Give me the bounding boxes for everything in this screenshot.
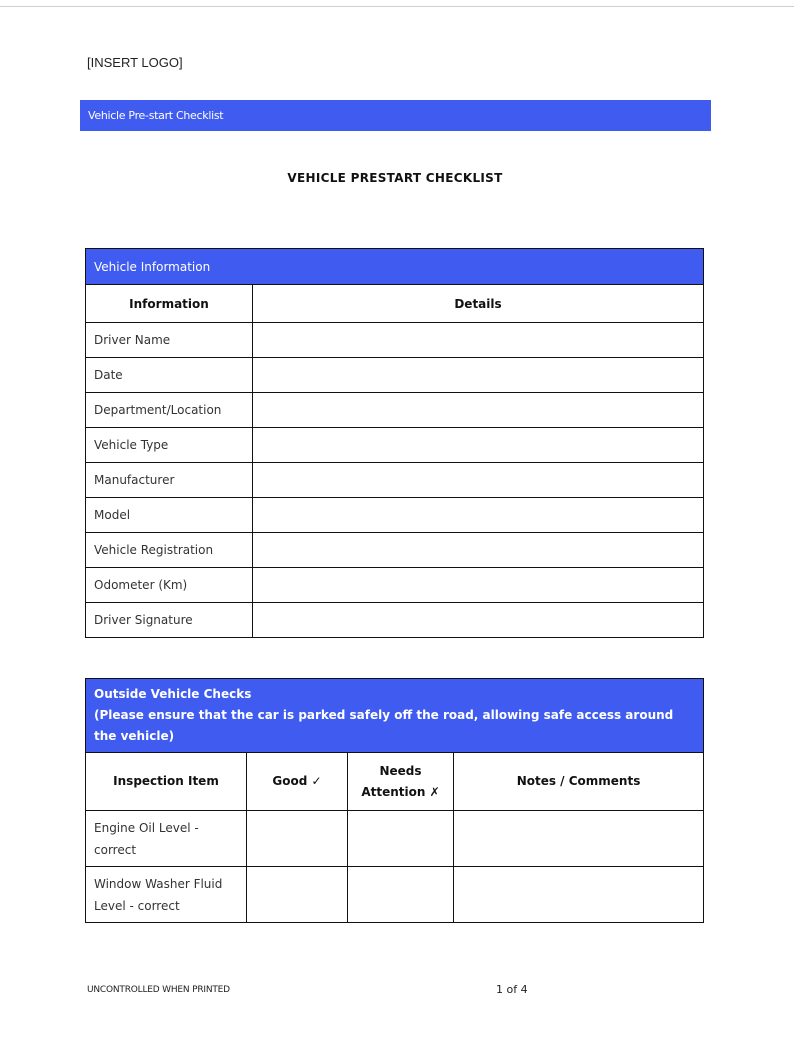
details-cell[interactable] — [253, 323, 704, 358]
notes-cell[interactable] — [454, 867, 704, 923]
row-label: Vehicle Registration — [86, 533, 253, 568]
row-label: Department/Location — [86, 393, 253, 428]
needs-attention-cell[interactable] — [348, 867, 454, 923]
row-label: Vehicle Type — [86, 428, 253, 463]
column-header-notes: Notes / Comments — [454, 753, 704, 811]
details-cell[interactable] — [253, 498, 704, 533]
table-row — [86, 811, 704, 867]
details-cell[interactable] — [253, 603, 704, 638]
table-row — [86, 568, 704, 603]
outside-checks-caption-note: (Please ensure that the car is parked safely off the road, allowing safe access around the vehicle) — [94, 708, 674, 743]
details-cell[interactable] — [253, 568, 704, 603]
good-cell[interactable] — [247, 811, 348, 867]
inspection-item-label: Engine Oil Level - correct — [86, 811, 247, 867]
vehicle-information-caption: Vehicle Information — [86, 249, 704, 285]
document-title: VEHICLE PRESTART CHECKLIST — [287, 171, 503, 185]
needs-attention-line1: Needs — [379, 763, 422, 778]
outside-vehicle-checks-table — [85, 678, 704, 923]
row-label: Model — [86, 498, 253, 533]
column-header-details: Details — [253, 285, 704, 323]
vehicle-information-table — [85, 248, 704, 638]
row-label: Driver Name — [86, 323, 253, 358]
table-row — [86, 323, 704, 358]
table-row — [86, 393, 704, 428]
needs-attention-cell[interactable] — [348, 811, 454, 867]
table-row — [86, 358, 704, 393]
table-row — [86, 867, 704, 923]
table-row — [86, 463, 704, 498]
details-cell[interactable] — [253, 533, 704, 568]
details-cell[interactable] — [253, 393, 704, 428]
column-header-information: Information — [86, 285, 253, 323]
details-cell[interactable] — [253, 463, 704, 498]
details-cell[interactable] — [253, 358, 704, 393]
footer-uncontrolled-notice: UNCONTROLLED WHEN PRINTED — [87, 985, 230, 995]
table-row — [86, 603, 704, 638]
table-row — [86, 498, 704, 533]
row-label: Odometer (Km) — [86, 568, 253, 603]
table-row — [86, 533, 704, 568]
page-top-border — [0, 6, 794, 7]
column-header-good: Good ✓ — [247, 753, 348, 811]
document-header-bar: Vehicle Pre-start Checklist — [80, 100, 711, 131]
details-cell[interactable] — [253, 428, 704, 463]
needs-attention-line2: Attention ✗ — [361, 784, 440, 799]
notes-cell[interactable] — [454, 811, 704, 867]
row-label: Manufacturer — [86, 463, 253, 498]
page-number: 1 of 4 — [496, 983, 528, 996]
row-label: Date — [86, 358, 253, 393]
row-label: Driver Signature — [86, 603, 253, 638]
good-cell[interactable] — [247, 867, 348, 923]
table-row — [86, 428, 704, 463]
inspection-item-label: Window Washer Fluid Level - correct — [86, 867, 247, 923]
outside-checks-caption — [86, 679, 704, 753]
outside-checks-caption-title: Outside Vehicle Checks — [94, 687, 252, 701]
column-header-inspection-item: Inspection Item — [86, 753, 247, 811]
logo-placeholder: [INSERT LOGO] — [87, 55, 183, 70]
column-header-needs-attention — [348, 753, 454, 811]
